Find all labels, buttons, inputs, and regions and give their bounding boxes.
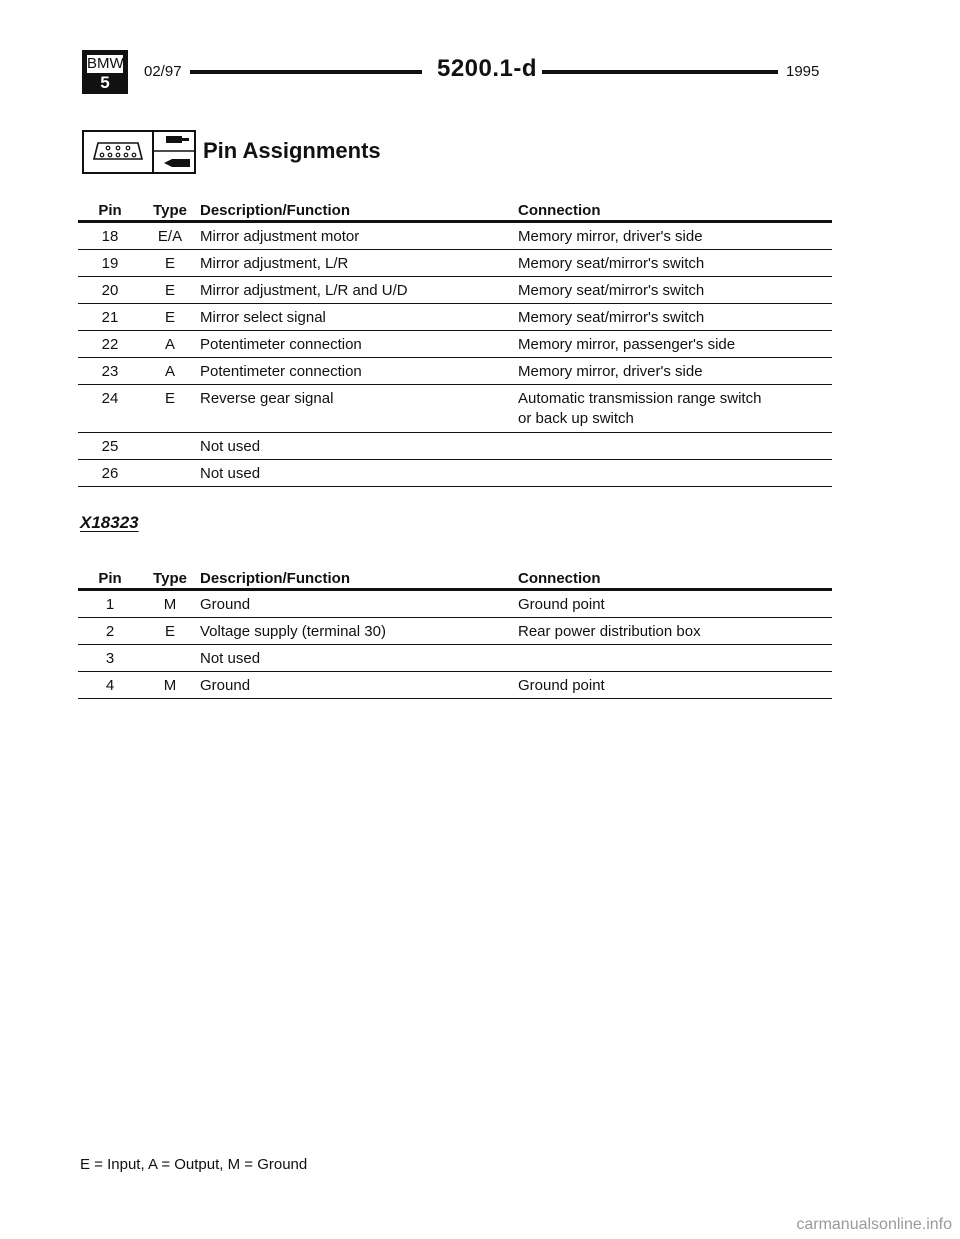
pin-connection: Automatic transmission range switch xyxy=(518,390,762,407)
pin-description: Potentimeter connection xyxy=(200,336,362,353)
pin-connection: Memory seat/mirror's switch xyxy=(518,282,705,299)
table-row xyxy=(78,223,832,250)
pin-number: 23 xyxy=(101,363,119,380)
table-row xyxy=(78,591,832,618)
type-legend: E = Input, A = Output, M = Ground xyxy=(80,1156,308,1173)
logo-series: 5 xyxy=(100,73,110,92)
pin-description: Not used xyxy=(200,465,261,482)
pin-table-1 xyxy=(78,197,832,487)
pin-type: E xyxy=(164,390,175,407)
pin-connection: Memory seat/mirror's switch xyxy=(518,309,705,326)
page-header xyxy=(82,50,832,94)
connector-label: X18323 xyxy=(80,513,139,532)
pin-description: Not used xyxy=(200,438,261,455)
col-type: Type xyxy=(153,202,187,219)
pin-description: Potentimeter connection xyxy=(200,363,362,380)
pin-description: Mirror adjustment motor xyxy=(200,228,360,245)
document-number: 5200.1-d xyxy=(436,55,538,82)
pin-description: Mirror adjustment, L/R and U/D xyxy=(200,282,408,299)
pin-type: E xyxy=(164,255,175,272)
pin-type: M xyxy=(163,596,177,613)
pin-connection: Memory seat/mirror's switch xyxy=(518,255,705,272)
header-rule-left xyxy=(190,70,422,74)
header-year: 1995 xyxy=(786,63,820,80)
pin-type: E xyxy=(164,623,175,640)
section-title: Pin Assignments xyxy=(203,138,381,163)
pin-connection: Ground point xyxy=(518,677,605,694)
header-date: 02/97 xyxy=(144,63,182,80)
plug-socket-icon xyxy=(152,130,196,174)
pin-number: 21 xyxy=(101,309,119,326)
pin-connection: Rear power distribution box xyxy=(518,623,701,640)
pin-number: 25 xyxy=(101,438,119,455)
pin-description: Reverse gear signal xyxy=(200,390,334,407)
pin-description: Mirror select signal xyxy=(200,309,326,326)
logo-brand: BMW xyxy=(87,55,124,72)
col-type: Type xyxy=(153,570,187,587)
pin-number: 1 xyxy=(105,596,115,613)
pin-number: 20 xyxy=(101,282,119,299)
col-pin: Pin xyxy=(98,570,122,587)
pin-number: 24 xyxy=(101,390,119,407)
table-row xyxy=(78,433,832,460)
pin-connection-line2: or back up switch xyxy=(518,410,634,427)
col-description: Description/Function xyxy=(200,202,350,219)
table-row xyxy=(78,385,832,433)
pin-table-2 xyxy=(78,565,832,699)
pin-number: 18 xyxy=(101,228,119,245)
table-row xyxy=(78,250,832,277)
pin-connection: Memory mirror, passenger's side xyxy=(518,336,736,353)
table-row xyxy=(78,618,832,645)
col-description: Description/Function xyxy=(200,570,350,587)
pin-type: E/A xyxy=(157,228,183,245)
table-row xyxy=(78,672,832,699)
pin-description: Voltage supply (terminal 30) xyxy=(200,623,386,640)
pin-connection: Memory mirror, driver's side xyxy=(518,363,703,380)
pin-number: 19 xyxy=(101,255,119,272)
bmw-5-series-logo xyxy=(82,50,128,94)
pin-type: A xyxy=(164,363,175,380)
table-row xyxy=(78,277,832,304)
pin-number: 3 xyxy=(105,650,115,667)
watermark: carmanualsonline.info xyxy=(796,1216,952,1233)
pin-connection: Memory mirror, driver's side xyxy=(518,228,703,245)
pin-description: Ground xyxy=(200,596,251,613)
pin-number: 26 xyxy=(101,465,119,482)
pin-number: 4 xyxy=(105,677,115,694)
table-row xyxy=(78,460,832,487)
pin-type: E xyxy=(164,309,175,326)
col-connection: Connection xyxy=(518,202,601,219)
header-rule-right xyxy=(542,70,778,74)
pin-description: Ground xyxy=(200,677,251,694)
connector-pins-icon xyxy=(82,130,154,174)
section-heading xyxy=(82,130,482,176)
pin-type: E xyxy=(164,282,175,299)
table-row xyxy=(78,358,832,385)
col-pin: Pin xyxy=(98,202,122,219)
pin-number: 22 xyxy=(101,336,119,353)
pin-type: A xyxy=(164,336,175,353)
col-connection: Connection xyxy=(518,570,601,587)
pin-connection: Ground point xyxy=(518,596,605,613)
pin-description: Not used xyxy=(200,650,261,667)
table-row xyxy=(78,645,832,672)
pin-number: 2 xyxy=(105,623,115,640)
pin-type: M xyxy=(163,677,177,694)
table-header xyxy=(78,197,832,223)
table-row xyxy=(78,304,832,331)
table-row xyxy=(78,331,832,358)
pin-description: Mirror adjustment, L/R xyxy=(200,255,349,272)
table-header xyxy=(78,565,832,591)
